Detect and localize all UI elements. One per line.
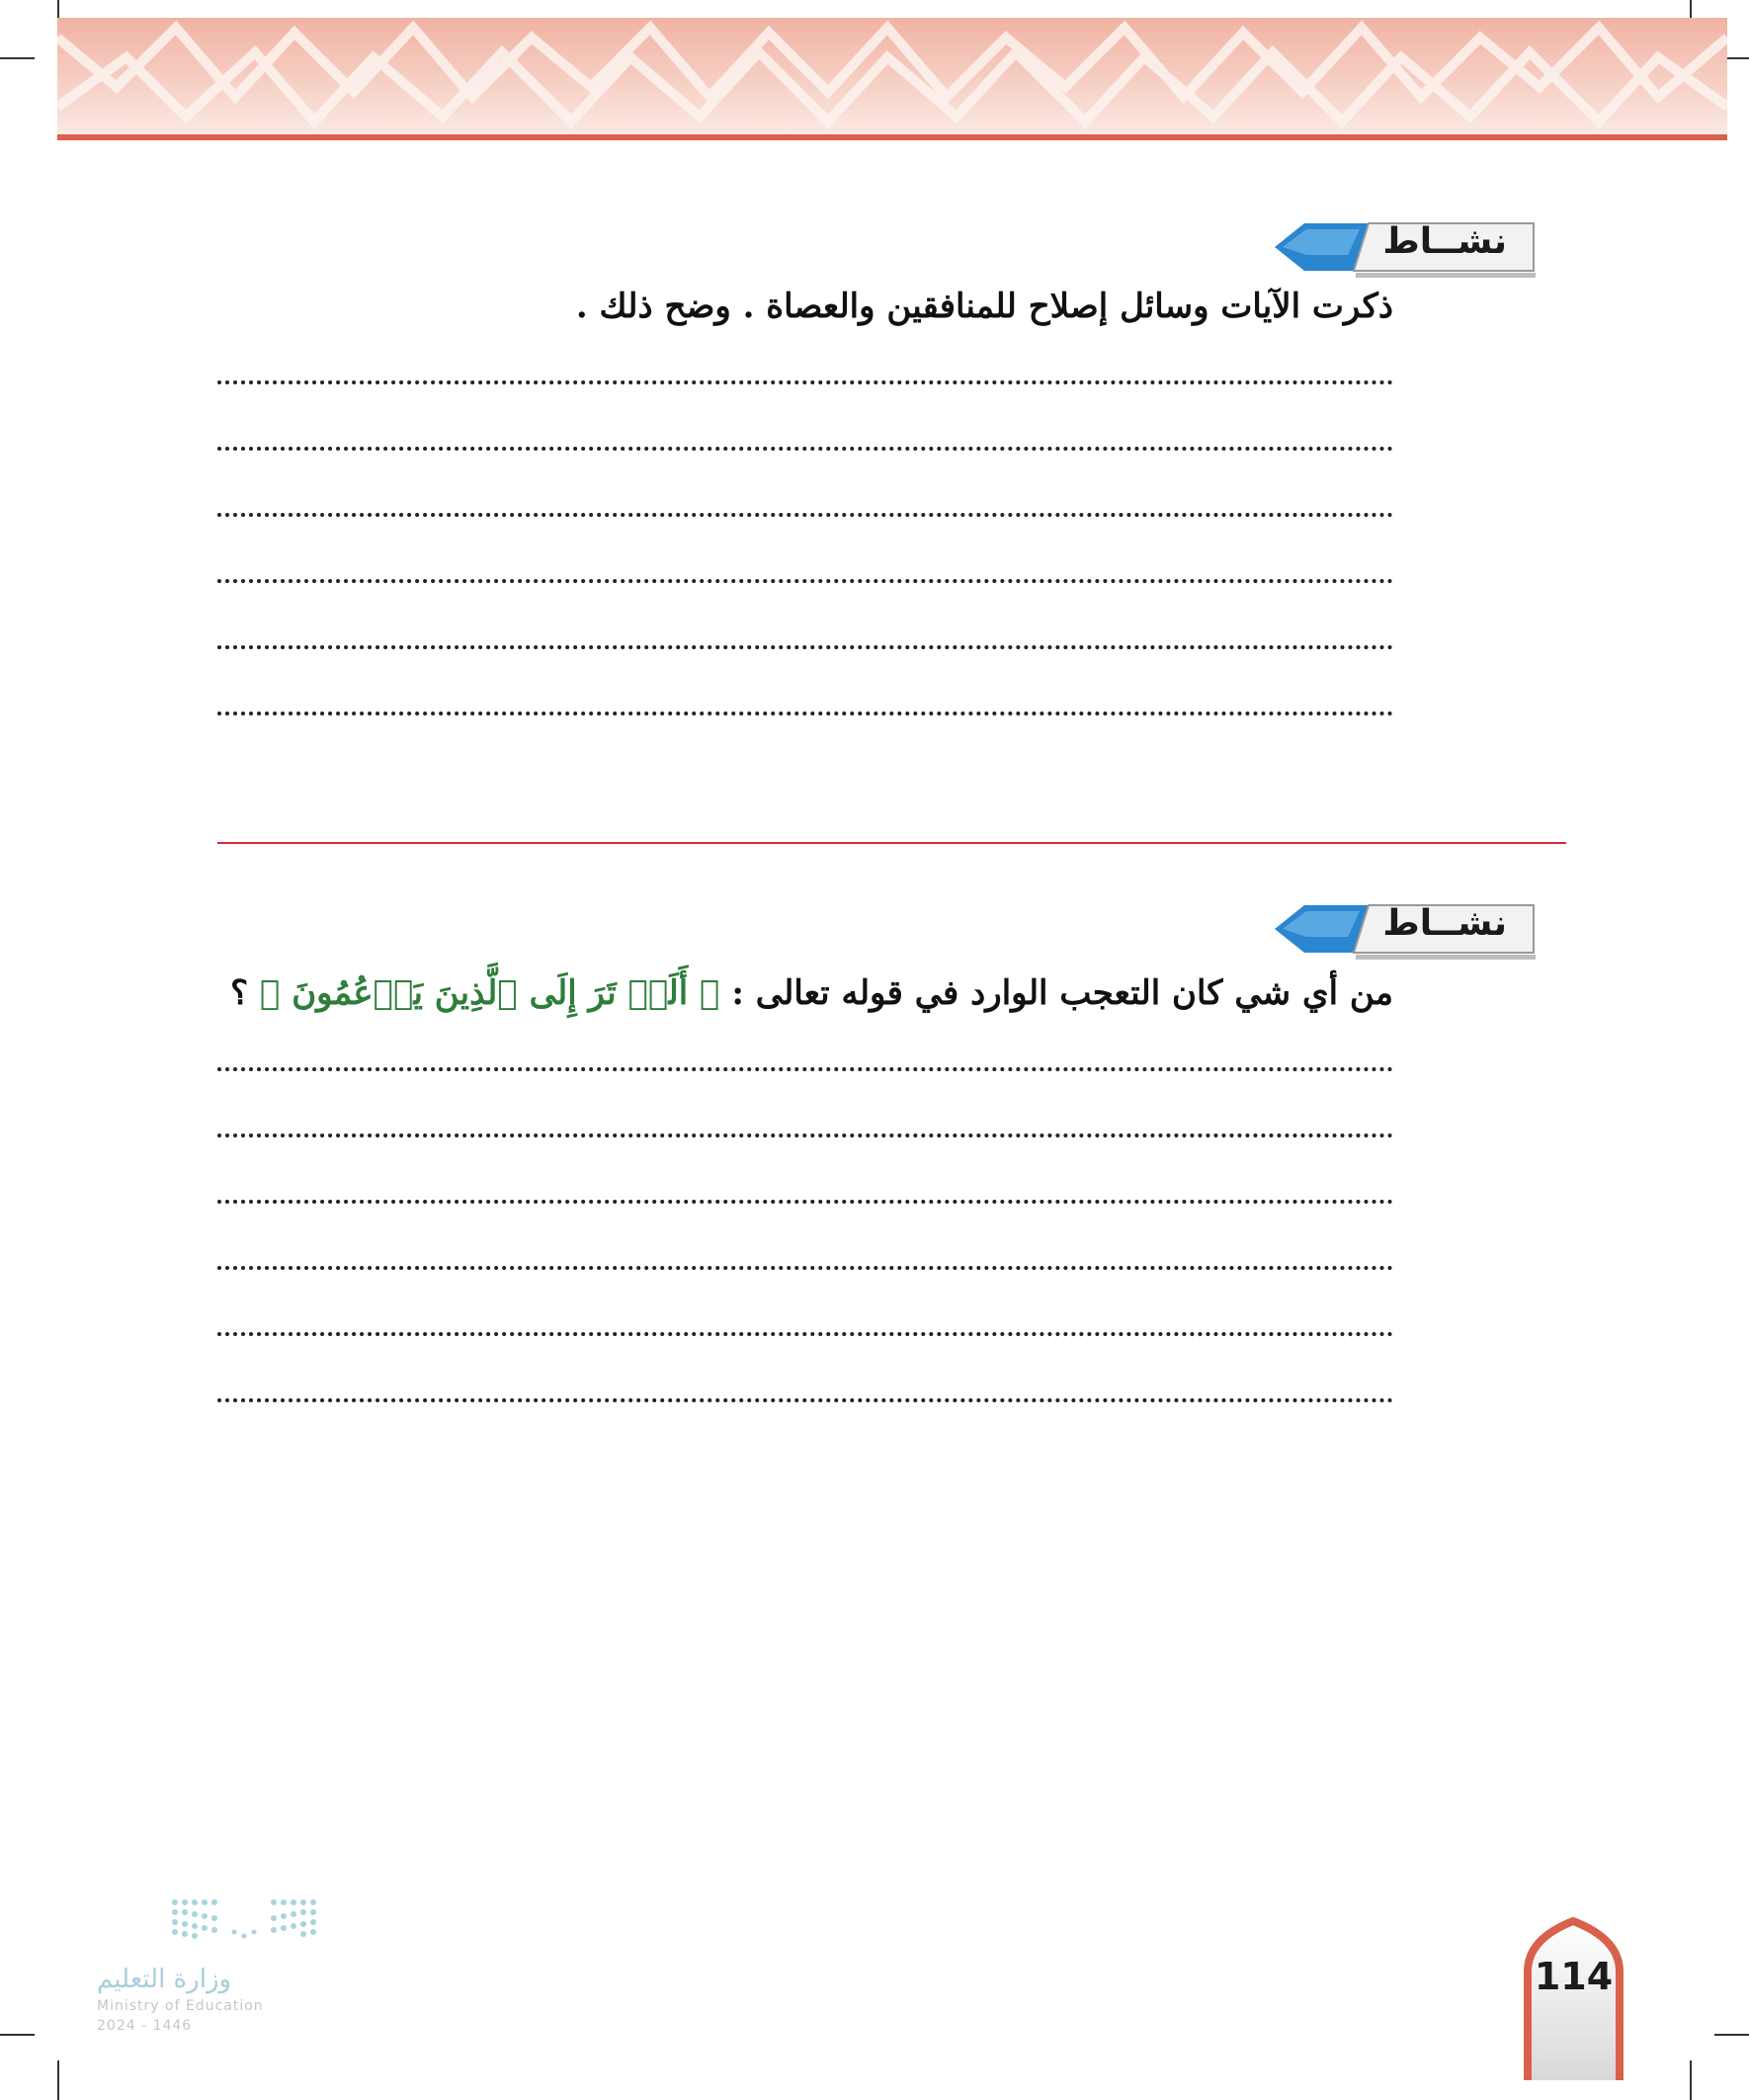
activity-badge-label: نشــاط bbox=[1382, 903, 1507, 944]
crop-mark bbox=[0, 2034, 35, 2036]
question-text: من أي شي كان التعجب الوارد في قوله تعالى : bbox=[731, 973, 1393, 1013]
header-rule bbox=[57, 134, 1727, 140]
header-ornament-band bbox=[57, 18, 1727, 134]
answer-line[interactable] bbox=[217, 579, 1393, 583]
section-divider bbox=[217, 842, 1566, 844]
activity-badge bbox=[1275, 215, 1537, 279]
answer-line[interactable] bbox=[217, 1398, 1393, 1402]
activity-question: ذكرت الآيات وسائل إصلاح للمنافقين والعصاة . وضح ذلك . bbox=[575, 287, 1393, 326]
page-number-tab bbox=[1522, 1917, 1625, 2080]
crop-mark bbox=[1714, 2034, 1749, 2036]
ministry-year: 2024 - 1446 bbox=[97, 2018, 193, 2034]
answer-line[interactable] bbox=[217, 447, 1393, 451]
answer-line[interactable] bbox=[217, 1266, 1393, 1270]
activity-badge bbox=[1275, 897, 1537, 961]
question-mark: ؟ bbox=[230, 973, 249, 1013]
answer-line[interactable] bbox=[217, 1200, 1393, 1204]
crop-mark bbox=[0, 57, 35, 59]
answer-line[interactable] bbox=[217, 380, 1393, 384]
geometric-pattern-icon bbox=[57, 18, 1727, 134]
answer-line[interactable] bbox=[217, 513, 1393, 517]
answer-line[interactable] bbox=[217, 712, 1393, 715]
ministry-name: وزارة التعليم bbox=[97, 1965, 232, 1994]
answer-line[interactable] bbox=[217, 1332, 1393, 1336]
answer-line[interactable] bbox=[217, 1134, 1393, 1137]
answer-line[interactable] bbox=[217, 1067, 1393, 1071]
activity-question bbox=[230, 973, 1393, 1013]
quran-verse: ﴿ أَلَمۡ تَرَ إِلَى ٱلَّذِينَ يَزۡعُمُونَ ﴾ bbox=[259, 973, 720, 1013]
activity-badge-label: نشــاط bbox=[1382, 221, 1507, 262]
page-tab-arch-icon bbox=[1522, 1917, 1625, 2080]
page-number: 114 bbox=[1534, 1955, 1614, 1998]
crop-mark bbox=[1690, 2060, 1692, 2100]
ministry-emblem-icon bbox=[94, 1892, 331, 1962]
crop-mark bbox=[57, 2060, 59, 2100]
answer-line[interactable] bbox=[217, 645, 1393, 649]
ministry-subtitle: Ministry of Education bbox=[97, 1998, 264, 2014]
